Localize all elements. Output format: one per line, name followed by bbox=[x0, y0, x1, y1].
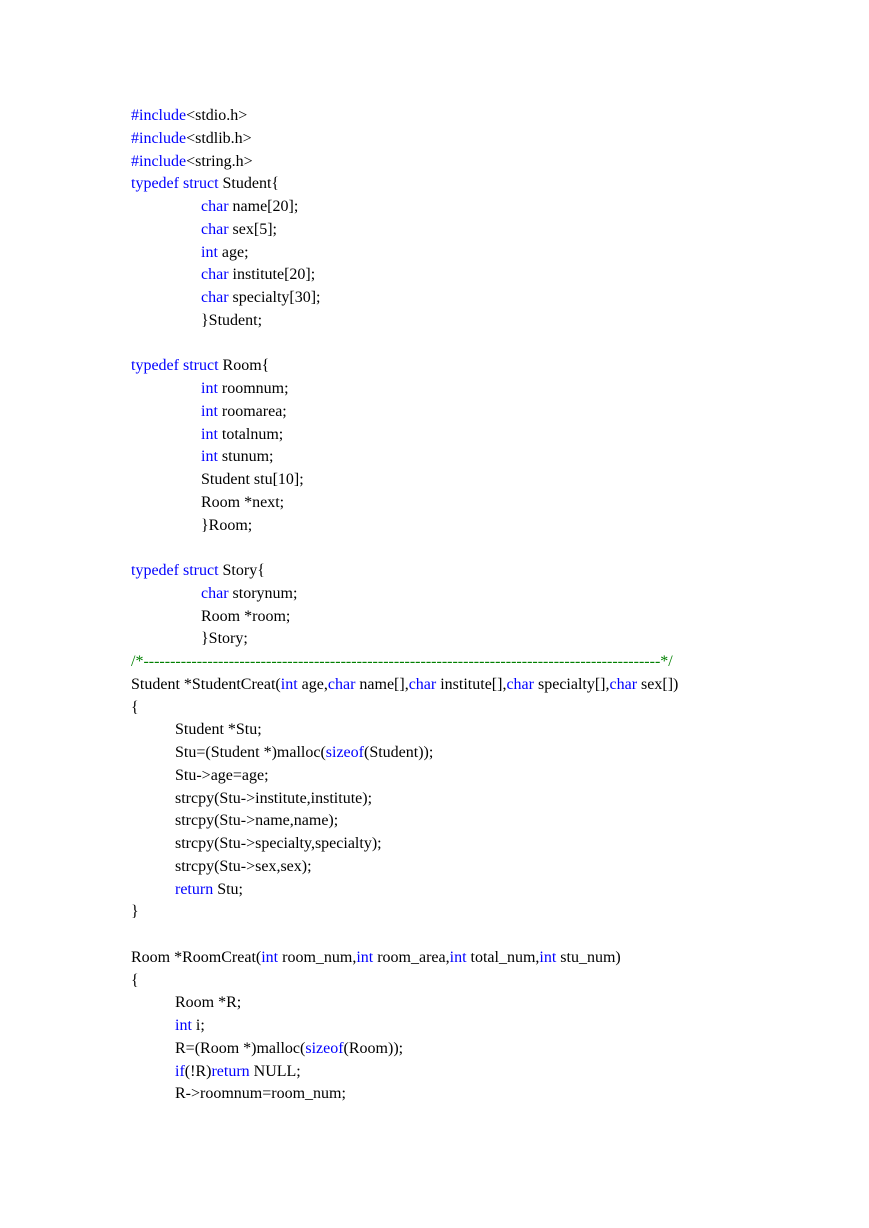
code-keyword: #include bbox=[131, 107, 187, 124]
code-keyword: int bbox=[356, 948, 374, 966]
code-keyword: char bbox=[201, 584, 229, 602]
code-text: R=(Room *)malloc( bbox=[175, 1039, 306, 1057]
code-line bbox=[131, 628, 851, 651]
code-text: stu_num) bbox=[556, 948, 621, 966]
code-keyword: typedef bbox=[131, 175, 179, 193]
code-line bbox=[131, 469, 851, 492]
code-text: }Student; bbox=[201, 311, 263, 329]
code-line bbox=[131, 1015, 851, 1038]
code-line bbox=[131, 651, 851, 674]
code-line bbox=[131, 765, 851, 788]
code-text: <string.h> bbox=[186, 152, 253, 170]
code-keyword: int bbox=[201, 448, 218, 466]
code-keyword: char bbox=[201, 289, 229, 306]
code-text: Room *RoomCreat( bbox=[131, 948, 262, 966]
code-keyword: struct bbox=[182, 562, 219, 579]
code-keyword: int bbox=[201, 402, 218, 420]
code-text: Stu; bbox=[213, 880, 243, 898]
code-text: institute[20]; bbox=[228, 266, 316, 284]
code-line bbox=[131, 788, 851, 811]
code-comment: /*-------------------------------------------------------------------------------------------------*/ bbox=[131, 653, 673, 670]
code-line bbox=[131, 560, 851, 583]
code-text: strcpy(Stu->sex,sex); bbox=[175, 857, 312, 875]
code-line bbox=[131, 947, 851, 970]
code-keyword: int bbox=[261, 948, 279, 966]
code-text: Room{ bbox=[218, 357, 270, 375]
code-keyword: int bbox=[201, 380, 218, 397]
code-line bbox=[131, 1083, 851, 1106]
code-line bbox=[131, 401, 851, 424]
code-text: i; bbox=[191, 1017, 205, 1034]
code-text: <stdlib.h> bbox=[186, 129, 252, 147]
code-keyword: #include bbox=[131, 152, 187, 170]
code-text: Student{ bbox=[218, 175, 280, 193]
code-line bbox=[131, 355, 851, 378]
code-text: } bbox=[131, 903, 139, 921]
code-line bbox=[131, 970, 851, 993]
code-line bbox=[131, 879, 851, 902]
code-text: Student *Stu; bbox=[175, 721, 262, 739]
code-text: room_num, bbox=[278, 948, 357, 966]
code-line bbox=[131, 856, 851, 879]
code-text: }Story; bbox=[201, 630, 248, 648]
code-text: (!R) bbox=[184, 1062, 212, 1080]
code-text: total_num, bbox=[466, 948, 540, 966]
code-keyword: struct bbox=[182, 175, 219, 193]
code-keyword: return bbox=[211, 1062, 250, 1080]
code-text: room_area, bbox=[373, 948, 450, 966]
code-line bbox=[131, 242, 851, 265]
code-line bbox=[131, 310, 851, 333]
code-line bbox=[131, 606, 851, 629]
code-text: <stdio.h> bbox=[186, 107, 248, 124]
code-keyword: int bbox=[280, 675, 298, 693]
code-keyword: struct bbox=[182, 357, 219, 375]
code-line bbox=[131, 810, 851, 833]
code-keyword: int bbox=[175, 1017, 192, 1034]
code-line bbox=[131, 901, 851, 924]
code-text: Stu=(Student *)malloc( bbox=[175, 744, 326, 761]
code-keyword: int bbox=[201, 243, 218, 261]
code-line bbox=[131, 833, 851, 856]
code-line bbox=[131, 674, 851, 697]
code-text: Room *R; bbox=[175, 994, 242, 1012]
code-line bbox=[131, 219, 851, 242]
code-line bbox=[131, 515, 851, 538]
code-text: roomnum; bbox=[217, 380, 289, 397]
code-keyword: int bbox=[201, 425, 218, 443]
code-text: sex[]) bbox=[637, 675, 679, 693]
code-text: Stu->age=age; bbox=[175, 766, 269, 784]
code-listing bbox=[131, 105, 851, 1106]
code-line bbox=[131, 128, 851, 151]
code-text: name[20]; bbox=[228, 198, 299, 215]
code-text: specialty[30]; bbox=[228, 289, 321, 306]
code-line bbox=[131, 446, 851, 469]
code-keyword: sizeof bbox=[325, 744, 364, 761]
blank-line bbox=[131, 537, 851, 560]
code-text: stunum; bbox=[217, 448, 274, 466]
code-line bbox=[131, 1038, 851, 1061]
code-text: (Student)); bbox=[363, 744, 434, 761]
code-text: strcpy(Stu->specialty,specialty); bbox=[175, 835, 382, 852]
code-keyword: typedef bbox=[131, 357, 179, 375]
code-keyword: int bbox=[449, 948, 467, 966]
code-keyword: char bbox=[609, 675, 638, 693]
code-keyword: char bbox=[201, 198, 229, 215]
code-line bbox=[131, 492, 851, 515]
code-line bbox=[131, 287, 851, 310]
code-line bbox=[131, 196, 851, 219]
code-text: Student *StudentCreat( bbox=[131, 675, 281, 693]
code-line bbox=[131, 742, 851, 765]
code-keyword: typedef bbox=[131, 562, 179, 579]
code-text: roomarea; bbox=[217, 402, 287, 420]
code-text: age, bbox=[297, 675, 328, 693]
code-text: { bbox=[131, 698, 139, 716]
code-line bbox=[131, 378, 851, 401]
code-text: strcpy(Stu->institute,institute); bbox=[175, 789, 373, 807]
code-text: Room *next; bbox=[201, 493, 285, 511]
code-text: storynum; bbox=[228, 584, 298, 602]
code-text: R->roomnum=room_num; bbox=[175, 1085, 346, 1103]
code-text: specialty[], bbox=[533, 675, 610, 693]
code-text: name[], bbox=[355, 675, 409, 693]
code-keyword: char bbox=[201, 220, 229, 238]
code-line bbox=[131, 105, 851, 128]
code-keyword: char bbox=[408, 675, 437, 693]
code-text: sex[5]; bbox=[228, 220, 277, 238]
code-keyword: sizeof bbox=[305, 1039, 344, 1057]
code-text: Room *room; bbox=[201, 607, 291, 625]
code-line bbox=[131, 173, 851, 196]
code-keyword: return bbox=[175, 880, 214, 898]
code-line bbox=[131, 719, 851, 742]
code-keyword: char bbox=[506, 675, 534, 693]
code-keyword: char bbox=[201, 266, 229, 284]
code-keyword: if bbox=[175, 1062, 185, 1080]
code-line bbox=[131, 264, 851, 287]
code-line bbox=[131, 583, 851, 606]
code-keyword: int bbox=[539, 948, 557, 966]
code-text: age; bbox=[217, 243, 249, 261]
code-text: Story{ bbox=[218, 562, 265, 579]
code-line bbox=[131, 992, 851, 1015]
code-text: (Room)); bbox=[343, 1039, 404, 1057]
code-text: }Room; bbox=[201, 516, 253, 534]
code-line bbox=[131, 424, 851, 447]
code-line bbox=[131, 697, 851, 720]
code-line bbox=[131, 151, 851, 174]
blank-line bbox=[131, 333, 851, 356]
code-text: strcpy(Stu->name,name); bbox=[175, 812, 339, 830]
code-line bbox=[131, 1061, 851, 1084]
blank-line bbox=[131, 924, 851, 947]
code-text: totalnum; bbox=[217, 425, 284, 443]
code-text: NULL; bbox=[249, 1062, 301, 1080]
code-keyword: char bbox=[327, 675, 356, 693]
code-text: { bbox=[131, 971, 139, 989]
code-keyword: #include bbox=[131, 129, 187, 147]
code-text: institute[], bbox=[436, 675, 507, 693]
code-text: Student stu[10]; bbox=[201, 471, 304, 488]
